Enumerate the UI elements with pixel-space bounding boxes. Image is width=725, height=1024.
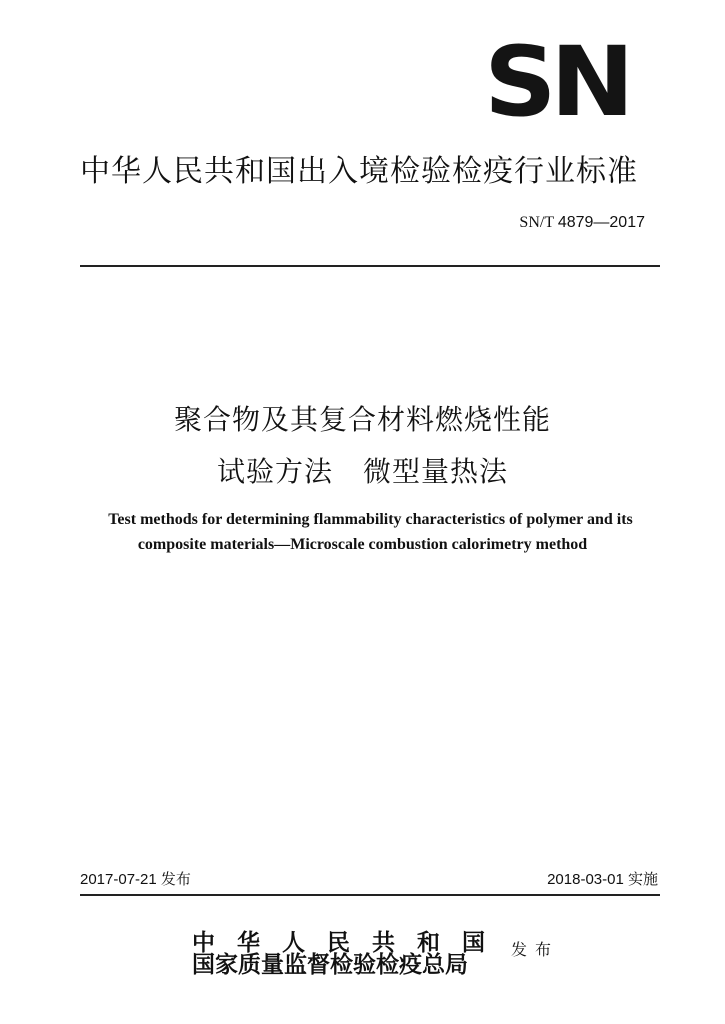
issue-date bbox=[80, 868, 191, 889]
title-cn-part-a: 试验方法 bbox=[216, 455, 333, 488]
implementation-date-value: 2018-03-01 bbox=[547, 871, 624, 888]
title-cn-part-b: 微型量热法 bbox=[363, 455, 509, 488]
title-en-line1: Test methods for determining flammability characteristics of polymer and its bbox=[108, 511, 633, 528]
standard-category: 中华人民共和国出入境检验检疫行业标准 bbox=[80, 154, 638, 189]
issue-label: 发布 bbox=[160, 870, 191, 888]
standard-prefix: SN/T bbox=[519, 214, 554, 231]
title-en-line2: composite materials—Microscale combustion calorimetry method bbox=[137, 536, 588, 553]
issuer-line1: 中华人民共和国 bbox=[192, 929, 507, 956]
top-divider bbox=[80, 265, 660, 267]
issuer-action: 发布 bbox=[511, 940, 560, 959]
standard-code: 4879—2017 bbox=[557, 214, 645, 231]
title-cn-line1: 聚合物及其复合材料燃烧性能 bbox=[173, 403, 551, 436]
title-cn-line2 bbox=[0, 450, 725, 490]
sn-logo: SN bbox=[484, 26, 629, 138]
implementation-date bbox=[547, 868, 658, 889]
bottom-divider bbox=[80, 894, 660, 896]
issue-date-value: 2017-07-21 bbox=[80, 871, 157, 888]
implementation-label: 实施 bbox=[627, 870, 658, 888]
issuer-line2: 国家质量监督检验检疫总局 bbox=[192, 951, 468, 978]
standard-number bbox=[519, 214, 645, 232]
